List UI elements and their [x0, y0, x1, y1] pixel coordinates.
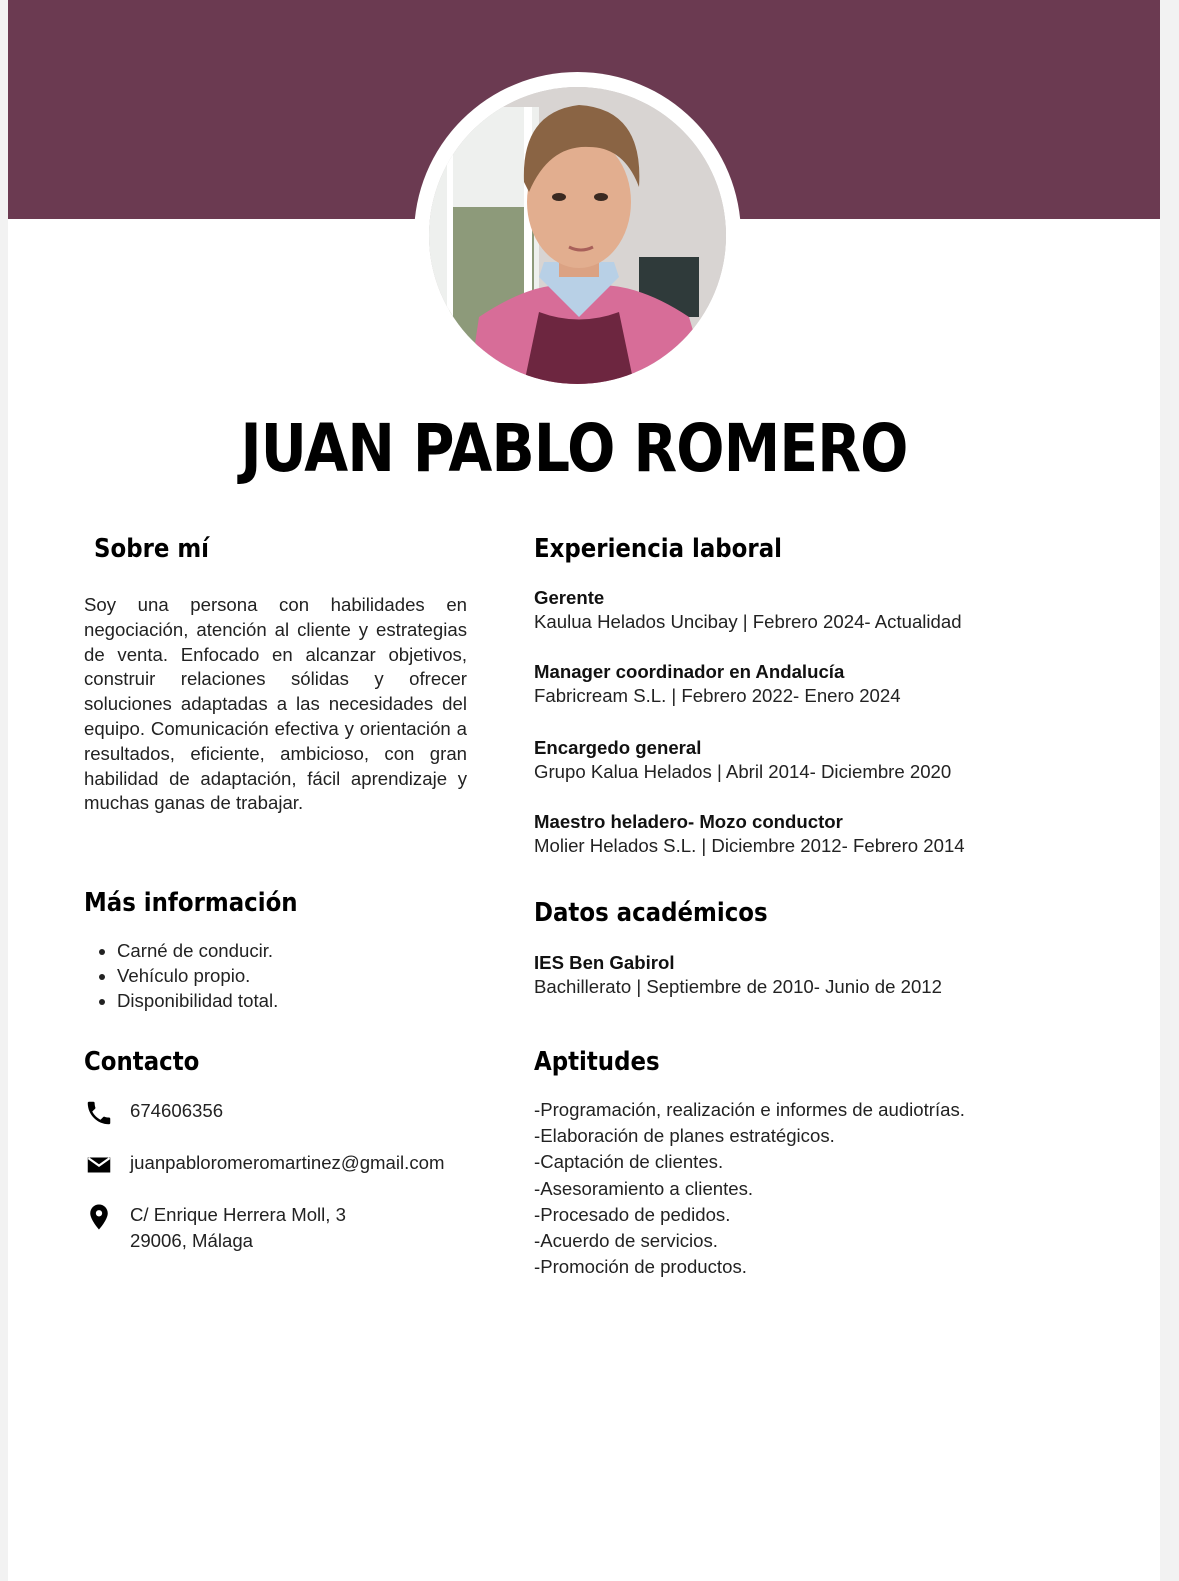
- profile-photo: [429, 87, 726, 384]
- about-text: Soy una persona con habilidades en negociación, atención al cliente y estrategias de venta. Enfocado en alcanzar objetivos, construir relaciones sólidas y ofrecer soluciones adaptadas a las necesidades del equipo. Comunicación efectiva y orientación a resultados, eficiente, ambicioso, con gran habilidad de adaptación, fácil aprendizaje y muchas ganas de trabajar.: [84, 594, 467, 814]
- education-heading: Datos académicos: [534, 898, 768, 928]
- job-detail: Fabricream S.L. | Febrero 2022- Enero 2024: [534, 685, 901, 706]
- list-item: • Carné de conducir.: [117, 938, 278, 963]
- resume-page: [8, 0, 1160, 1581]
- list-item: • Vehículo propio.: [117, 963, 278, 988]
- job-entry: [534, 586, 1094, 634]
- phone-number[interactable]: 674606356: [130, 1100, 224, 1121]
- job-title: Encargedo general: [534, 737, 702, 758]
- job-detail: Grupo Kalua Helados | Abril 2014- Diciembre 2020: [534, 761, 952, 782]
- address: [130, 1202, 346, 1254]
- list-item: -Asesoramiento a clientes.: [534, 1177, 754, 1199]
- education-detail: Bachillerato | Septiembre de 2010- Junio de 2012: [534, 976, 942, 997]
- contact-email: [84, 1150, 444, 1180]
- mail-icon: [84, 1150, 114, 1180]
- about-heading: Sobre mí: [94, 534, 210, 564]
- skills-list: [534, 1097, 965, 1280]
- job-detail: Kaulua Helados Uncibay | Febrero 2024- Actualidad: [534, 611, 962, 632]
- school-name: IES Ben Gabirol: [534, 952, 675, 973]
- list-item: -Acuerdo de servicios.: [534, 1230, 718, 1252]
- job-entry: [534, 810, 1094, 858]
- skills-heading: Aptitudes: [534, 1047, 660, 1077]
- address-line-2: 29006, Málaga: [130, 1230, 254, 1251]
- email-address[interactable]: juanpabloromeromartinez@gmail.com: [130, 1152, 445, 1173]
- list-item: • Disponibilidad total.: [117, 988, 278, 1013]
- location-pin-icon: [84, 1202, 114, 1232]
- phone-icon: [84, 1098, 114, 1128]
- job-entry: [534, 660, 1094, 708]
- contact-address: [84, 1202, 346, 1254]
- contact-heading: Contacto: [84, 1047, 200, 1077]
- address-line-1: C/ Enrique Herrera Moll, 3: [130, 1204, 346, 1225]
- more-info-heading: Más información: [84, 888, 298, 918]
- list-item: -Elaboración de planes estratégicos.: [534, 1125, 835, 1147]
- list-item: -Programación, realización e informes de audiotrías.: [534, 1099, 965, 1120]
- job-entry: [534, 736, 1094, 784]
- list-item: -Promoción de productos.: [534, 1256, 747, 1278]
- job-title: Gerente: [534, 587, 605, 608]
- contact-phone: [84, 1098, 223, 1128]
- more-info-list: [84, 938, 278, 1013]
- job-title: Maestro heladero- Mozo conductor: [534, 811, 843, 832]
- job-detail: Molier Helados S.L. | Diciembre 2012- Febrero 2014: [534, 835, 965, 856]
- education-entry: [534, 951, 1094, 999]
- experience-heading: Experiencia laboral: [534, 534, 782, 564]
- list-item: -Captación de clientes.: [534, 1151, 724, 1173]
- candidate-name: JUAN PABLO ROMERO: [240, 410, 908, 487]
- list-item: -Procesado de pedidos.: [534, 1203, 731, 1225]
- job-title: Manager coordinador en Andalucía: [534, 661, 845, 682]
